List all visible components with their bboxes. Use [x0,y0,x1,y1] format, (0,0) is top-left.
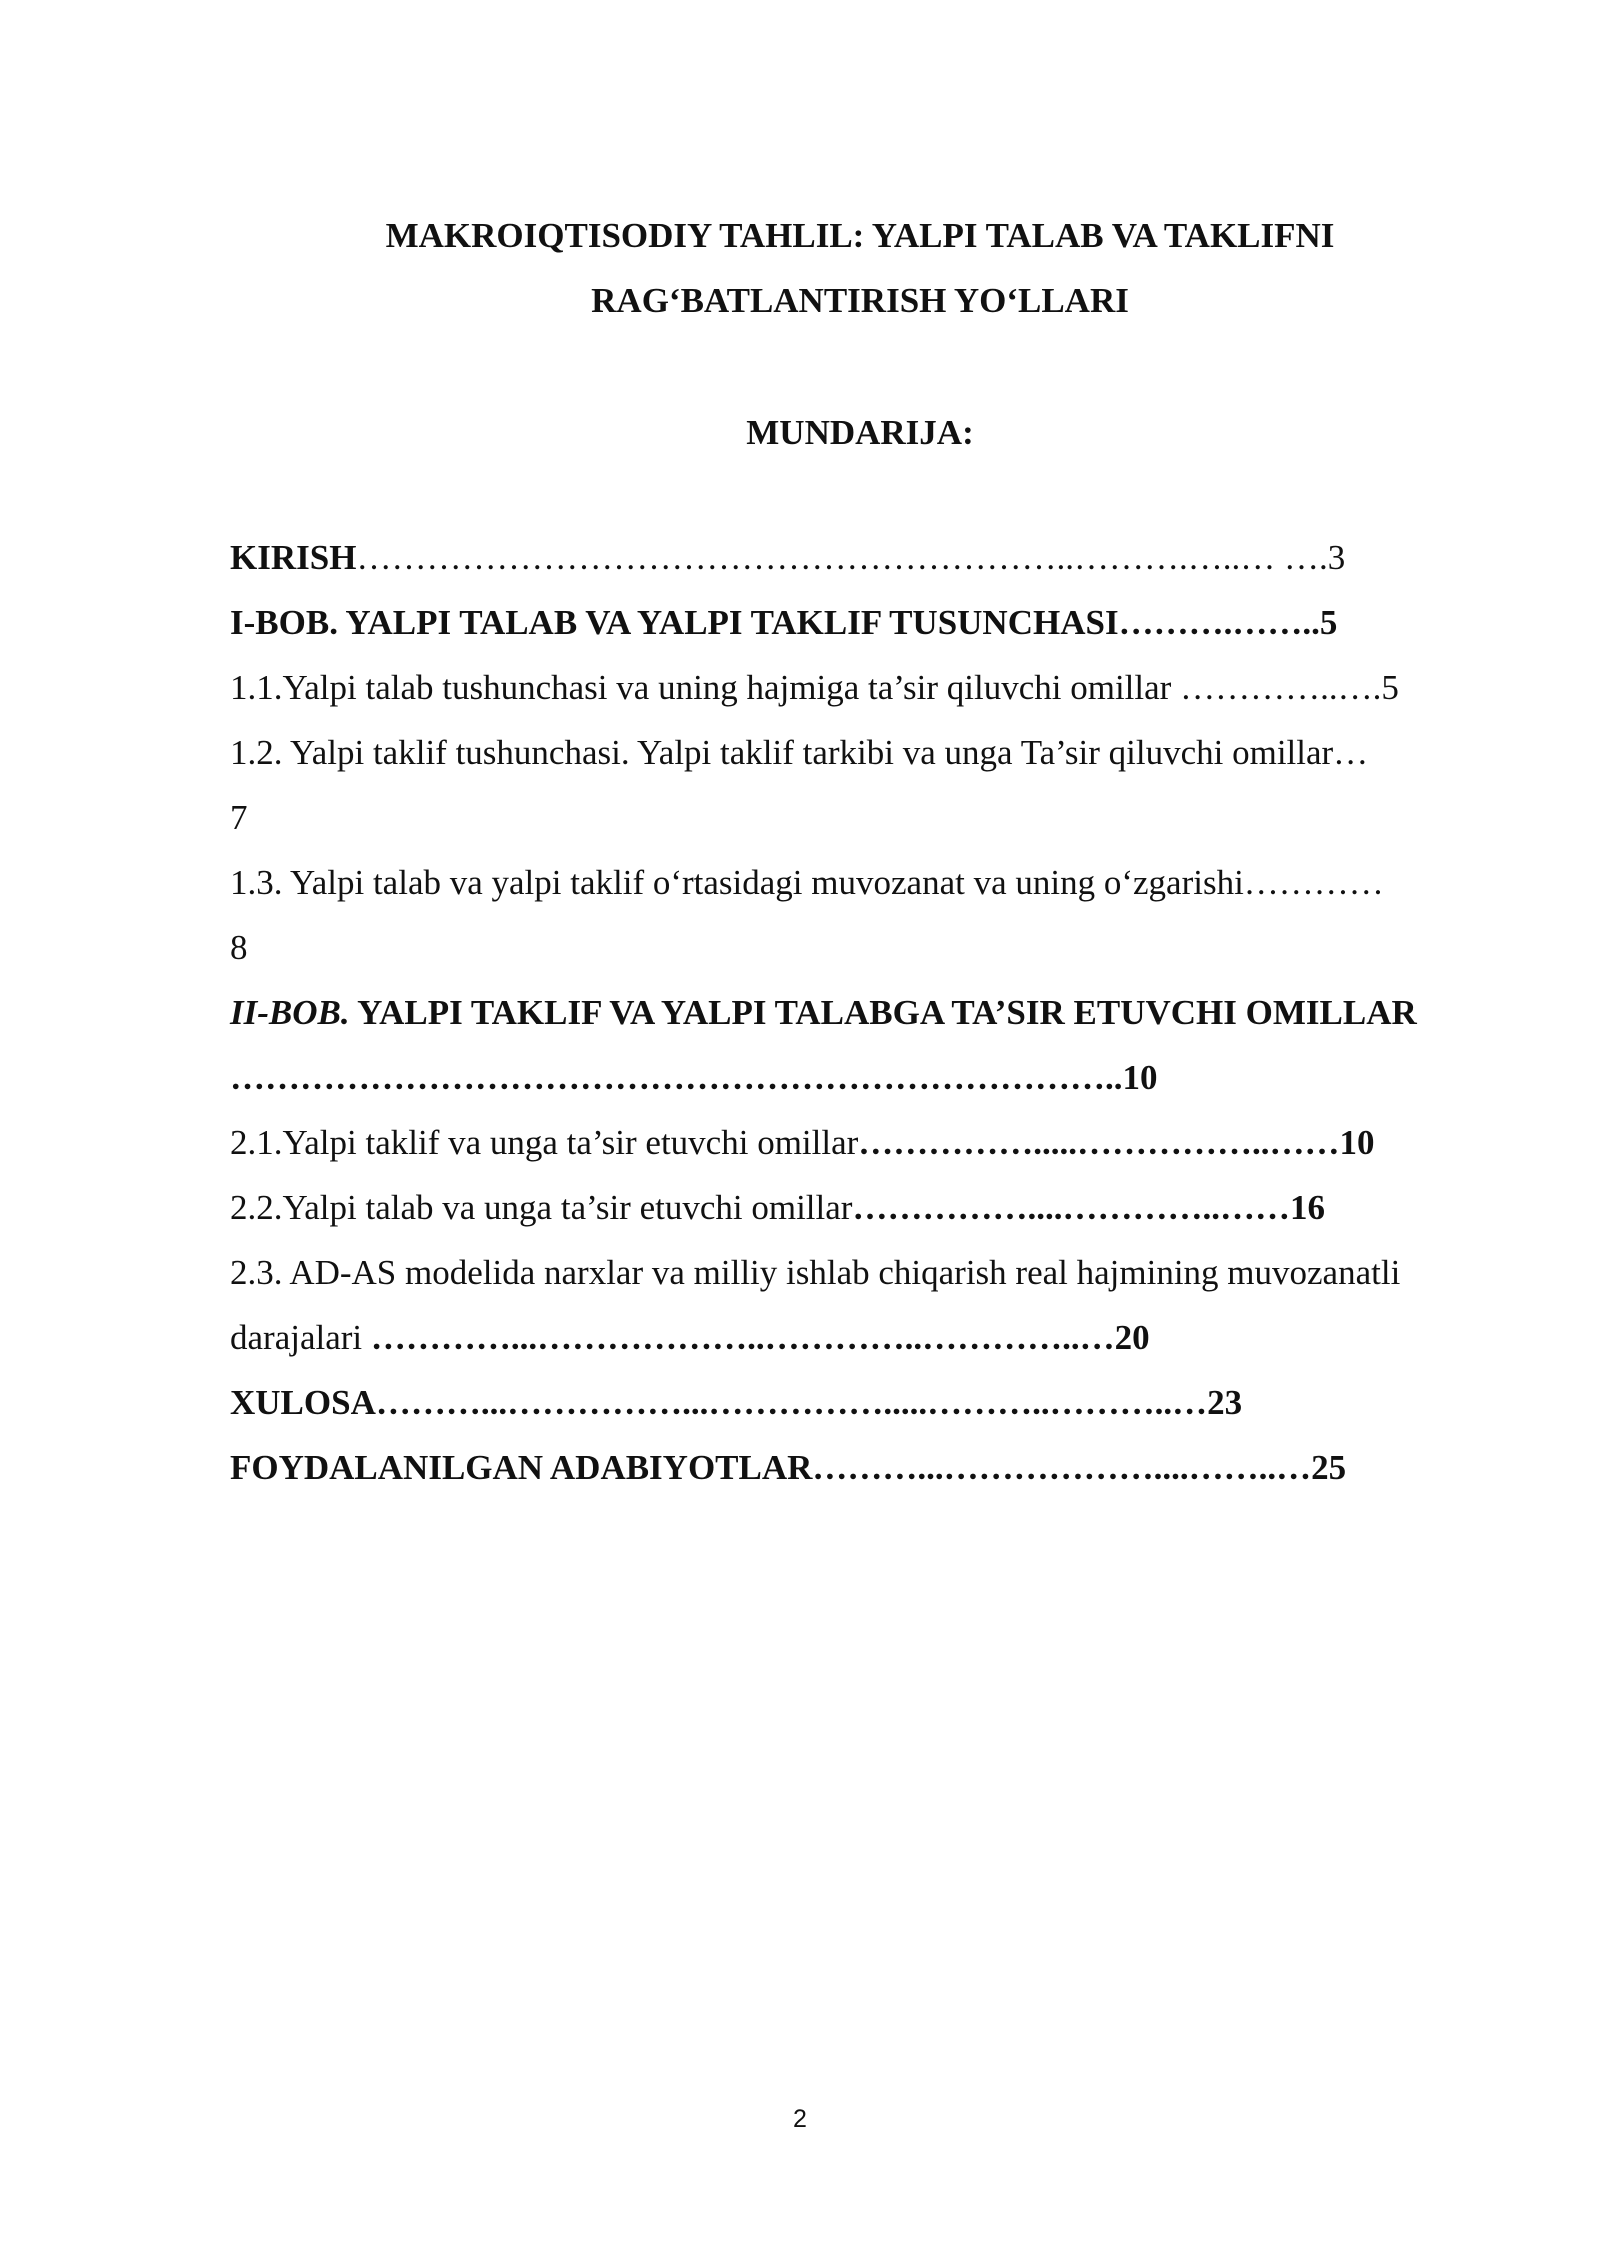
toc-label: YALPI TAKLIF VA YALPI TALABGA TA’SIR ETUVCHI OMILLAR [349,993,1417,1032]
toc-page: 5 [1381,668,1399,707]
title-line-1: MAKROIQTISODIY TAHLIL: YALPI TALAB VA TAKLIFNI [385,216,1335,255]
toc-leader: ……….…….. [1118,603,1320,642]
toc-entry-bob1 [230,590,1495,655]
toc-page: 25 [1311,1448,1347,1487]
toc-label: XULOSA [230,1383,376,1422]
table-of-contents [230,525,1495,1500]
toc-page: 8 [230,928,248,967]
toc-label: 1.1.Yalpi talab tushunchasi va uning hajmiga ta’sir qiluvchi omillar [230,668,1172,707]
page-number: 2 [793,2105,807,2133]
toc-page: 7 [230,798,248,837]
toc-entry-1-2 [230,720,1495,850]
toc-entry-1-3 [230,850,1495,980]
title-line-2: RAG‘BATLANTIRISH YO‘LLARI [591,281,1129,320]
toc-label: 2.1.Yalpi taklif va unga ta’sir etuvchi omillar [230,1123,859,1162]
toc-page: 3 [1327,538,1346,577]
toc-leader: …………...………………..…………..…………..… [370,1318,1115,1357]
toc-label: 1.2. Yalpi taklif tushunchasi. Yalpi taklif tarkibi va unga Ta’sir qiluvchi omillar… [230,733,1369,772]
toc-label: KIRISH [230,538,357,577]
toc-leader: ……………………………………………………..……….…..… …. [356,538,1328,577]
toc-entry-xulosa [230,1370,1495,1435]
toc-leader: ………...………………....……..… [812,1448,1312,1487]
toc-label: 2.2.Yalpi talab va unga ta’sir etuvchi omillar [230,1188,853,1227]
toc-label: I-BOB. YALPI TALAB VA YALPI TAKLIF TUSUNCHASI [230,603,1119,642]
toc-page: 5 [1319,603,1338,642]
toc-label: FOYDALANILGAN ADABIYOTLAR [230,1448,813,1487]
toc-entry-2-1 [230,1110,1495,1175]
contents-heading: MUNDARIJA: [746,413,974,452]
toc-entry-kirish [230,525,1495,590]
toc-entry-adabiyotlar [230,1435,1495,1500]
toc-label: 2.3. AD-AS modelida narxlar va milliy ishlab chiqarish real hajmining muvozanatli darajalari [230,1253,1401,1357]
document-title [230,203,1490,333]
toc-leader: …………..…. [1171,668,1382,707]
toc-label-italic: II-BOB. [230,993,350,1032]
toc-page: 23 [1207,1383,1243,1422]
toc-entry-bob2 [230,980,1495,1110]
toc-leader: ………………………………………………………………….. [230,1058,1123,1097]
toc-label: 1.3. Yalpi talab va yalpi taklif o‘rtasidagi muvozanat va uning o‘zgarishi………… [230,863,1384,902]
toc-entry-2-3 [230,1240,1495,1370]
toc-leader: …………….....……………..…… [858,1123,1340,1162]
toc-page: 16 [1289,1188,1325,1227]
toc-entry-2-2 [230,1175,1495,1240]
toc-page: 10 [1339,1123,1375,1162]
toc-leader: ………...……………...…………….....………..………..… [375,1383,1208,1422]
toc-leader: ……………....…………..…… [852,1188,1290,1227]
toc-page: 10 [1122,1058,1158,1097]
toc-entry-1-1 [230,655,1495,720]
toc-page: 20 [1114,1318,1150,1357]
